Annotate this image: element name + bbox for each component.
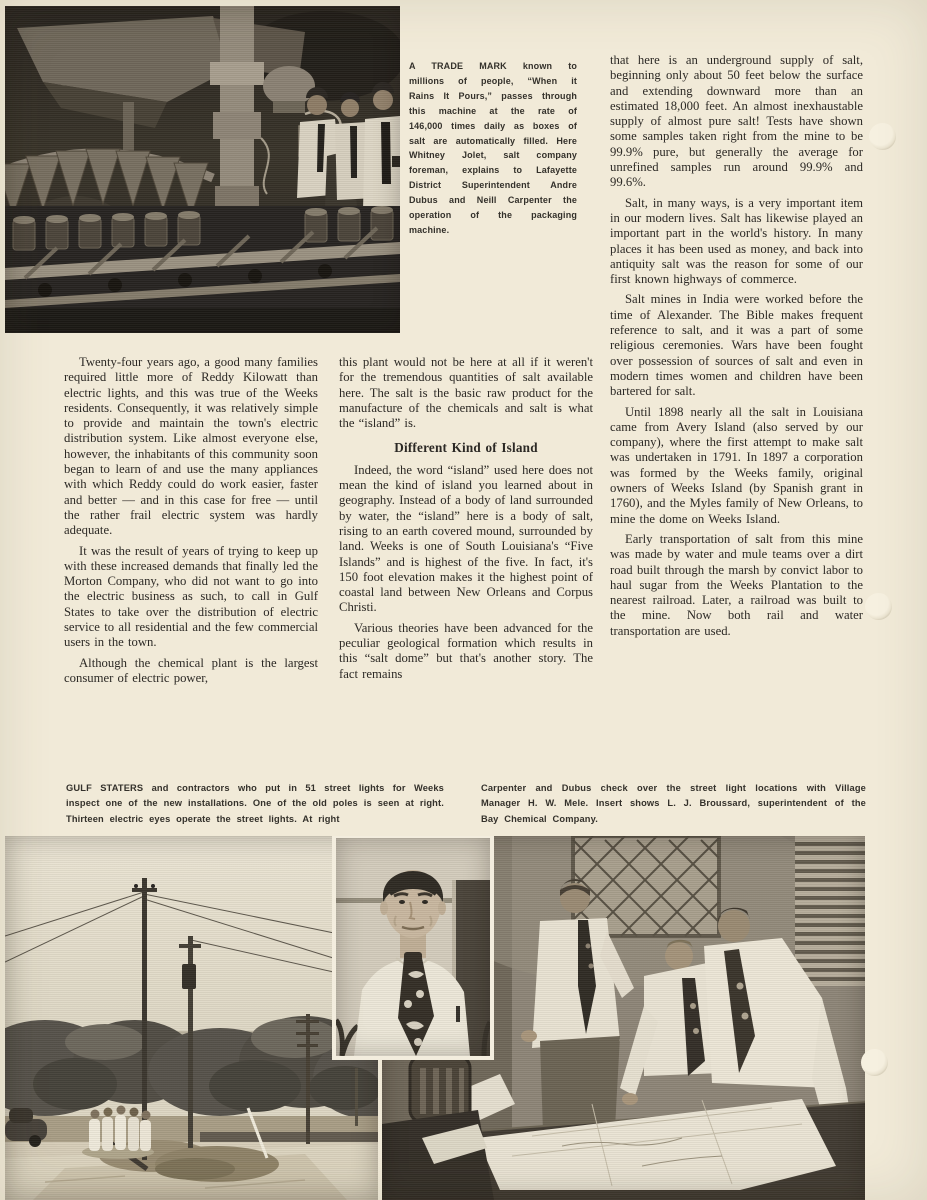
paragraph: Early transportation of salt from this mine was made by water and mule teams over a dirt road built through the marsh by convict labor to haul sugar from the Weeks Plantation to the nearest railroad. Later, a railroad was built to the mine. Now both rail and water transportation are used. xyxy=(610,531,863,638)
street-lights-photo xyxy=(5,836,378,1200)
paragraph: It was the result of years of trying to keep up with these increased demands that finally led the Morton Company, who did not want to go into the electric business as such, to call in Gulf States to take over the distribution of electric service to all residential and the few commercial users in the town. xyxy=(64,543,318,650)
paragraph: Salt, in many ways, is a very important item in our modern lives. Salt has likewise played an important part in the world's history. In many places it has been used as money, and back into antiquity salt was the reason for some of our first known highways of commerce. xyxy=(610,195,863,287)
paragraph: Indeed, the word “island” used here does not mean the kind of island you learned about in geography. Instead of a body of land surrounded by water, the “island” here is a body of salt, rising to an earth covered mound, surrounded by land. Weeks is one of South Louisiana's “Five Islands” and is highest of the five. In fact, it's 150 foot elevation makes it the highest point of coastal land between New Orleans and Corpus Christi. xyxy=(339,462,593,615)
chair-back xyxy=(410,1056,470,1122)
window-blinds xyxy=(795,836,865,986)
punch-hole xyxy=(865,593,892,620)
broussard-portrait-inset xyxy=(332,836,494,1060)
paragraph: Twenty-four years ago, a good many families required little more of Reddy Kilowatt than electric lights, and this was true of the Weeks residents. Consequently, it was relatively simple to provide and maintain the town's electric distribution system. Like almost everyone else, however, the inhabitants of this community soon began to learn of and use the many appliances with which Reddy could do work easier, faster and better — and in this case for free — until the rather frail electric system was hardly adequate. xyxy=(64,355,318,538)
paragraph: Salt mines in India were worked before the time of Alexander. The Bible makes frequent reference to salt, and it was a part of some religious ceremonies. Wars have been fought over possession of sources of salt and even in modern times women and children have been bartered for salt. xyxy=(610,292,863,399)
punch-hole xyxy=(869,123,896,150)
paragraph: Although the chemical plant is the largest consumer of electric power, xyxy=(64,655,318,685)
packaging-machine-illustration xyxy=(5,6,400,333)
column-left xyxy=(64,355,318,691)
map-photo-caption: Carpenter and Dubus check over the street light locations with Village Manager H. W. Mele. Insert shows L. J. Broussard, superintendent of the Bay Chemical Company. xyxy=(481,783,866,824)
column-middle xyxy=(339,355,593,687)
paragraph: Until 1898 nearly all the salt in Louisiana came from Avery Island (also served by our company), where the first attempt to make salt was undertaken in 1791. In 1897 a corporation was formed by the Weeks family, original owners of Weeks Island (by Spanish grant in 1760), and the Myles family of New Orleans, to mine the dome on Weeks Island. xyxy=(610,404,863,526)
inspectors-group xyxy=(82,1106,154,1160)
section-heading: Different Kind of Island xyxy=(394,440,538,456)
paragraph: Various theories have been advanced for the peculiar geological formation which results in this “salt dome” but that's another story. The fact remains xyxy=(339,620,593,681)
paragraph: this plant would not be here at all if it weren't for the tremendous quantities of salt available here. The salt is the basic raw product for the manufacture of the chemicals and salt is what the “island” is. xyxy=(339,355,593,431)
column-right xyxy=(610,53,863,644)
onlookers xyxy=(297,82,400,211)
street-photo-caption: GULF STATERS and contractors who put in 51 street lights for Weeks inspect one of the new installations. One of the old poles is seen at right. Thirteen electric eyes operate the street lights. At right xyxy=(66,783,444,824)
street-scene-illustration xyxy=(5,836,378,1200)
packaging-machine-photo xyxy=(5,6,400,333)
broussard-portrait-illustration xyxy=(336,838,490,1056)
paragraph: that here is an underground supply of salt, beginning only about 50 feet below the surface and extending downward more than an estimated 18,000 feet. An almost inexhaustable supply of almost pure salt! Tests have shown some samples taken right from the mine to be 99.9% pure, but generally the average for unrefined samples run around 99.9% and 99.6%. xyxy=(610,53,863,190)
punch-hole xyxy=(861,1049,888,1076)
machine-photo-caption: A TRADE MARK known to millions of people, “When it Rains It Pours,” passes through this machine at the rate of 146,000 times daily as boxes of salt are automatically filled. Here Whitney Jolet, salt company foreman, explains to Lafayette District Superintendent Andre Dubus and Neill Carpenter the operation of the packaging machine. xyxy=(409,61,577,235)
